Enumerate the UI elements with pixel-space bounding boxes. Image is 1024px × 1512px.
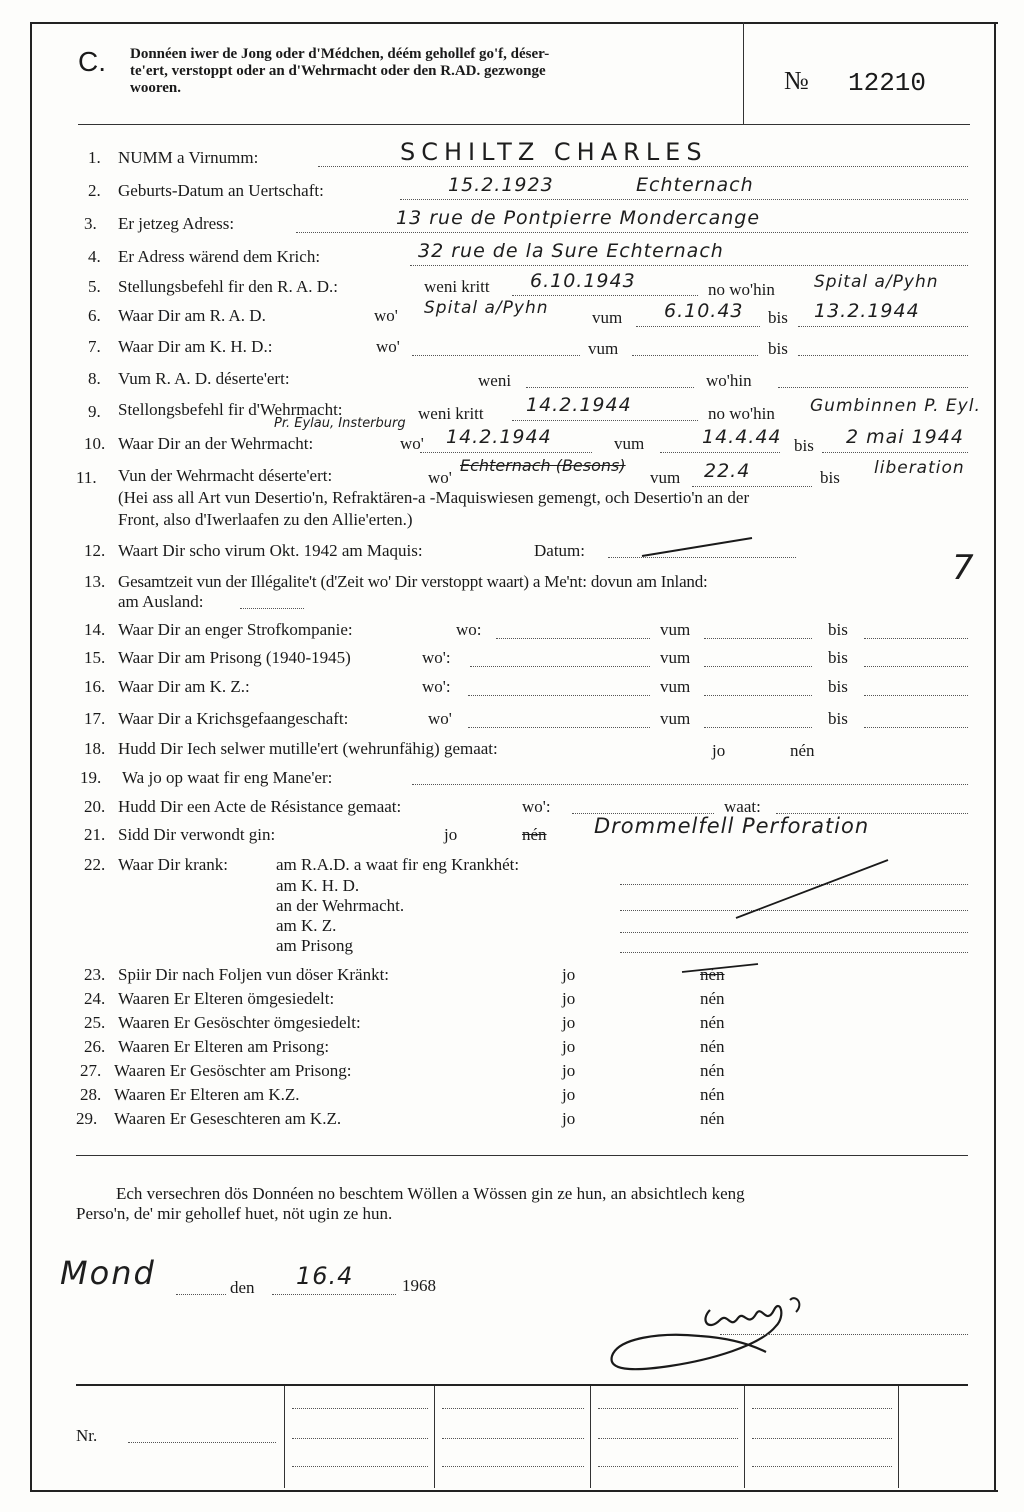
sub-label: am K. Z. — [276, 916, 337, 935]
row-number: 14. — [84, 620, 106, 639]
row-note: Front, also d'Iwerlaafen zu den Allie'erten.) — [118, 510, 413, 529]
signature-image — [590, 1270, 860, 1390]
no-option: nén — [700, 965, 725, 984]
fill-line — [798, 326, 968, 327]
field-label: den — [230, 1278, 255, 1297]
footer-divider — [590, 1386, 591, 1488]
row-label: NUMM a Virnumm: — [118, 148, 259, 167]
footer-dots — [292, 1408, 428, 1409]
fill-line — [512, 420, 698, 421]
answer-wehrmacht-order-date: 14.2.1944 — [526, 394, 632, 416]
field-label: wo' — [428, 468, 452, 487]
declaration-line: Ech versechren dös Donnéen no beschtem Wöllen a Wössen gin ze hun, an absichtlech keng — [116, 1184, 745, 1203]
no-option: nén — [700, 1109, 725, 1128]
row-label: Waar Dir an enger Strofkompanie: — [118, 620, 353, 639]
fill-line — [410, 265, 968, 266]
sub-label: am K. H. D. — [276, 876, 360, 895]
row-label: Waar Dir am Prisong (1940-1945) — [118, 648, 351, 667]
field-label: Datum: — [534, 541, 585, 560]
answer-war-address: 32 rue de la Sure Echternach — [418, 240, 724, 262]
field-label: wo: — [456, 620, 482, 639]
declaration-line: Perso'n, de' mir gehollef huet, nöt ugin ze hun. — [76, 1204, 393, 1223]
footer-dots — [598, 1466, 738, 1467]
row-label: Geburts-Datum an Uertschaft: — [118, 181, 324, 200]
field-label: bis — [828, 709, 848, 728]
fill-line — [620, 932, 968, 933]
fill-line — [704, 666, 812, 667]
field-label: no wo'hin — [708, 404, 775, 423]
header-rule — [78, 124, 970, 125]
row-number: 19. — [80, 768, 102, 787]
row-label: Waaren Er Gesöschter ömgesiedelt: — [118, 1013, 361, 1032]
fill-line — [412, 355, 580, 356]
footer-dots — [598, 1438, 738, 1439]
answer-rad-order-date: 6.10.1943 — [530, 270, 636, 292]
row-label: Waar Dir am R. A. D. — [118, 306, 266, 325]
answer-name: SCHILTZ CHARLES — [400, 138, 708, 166]
fill-line — [272, 1294, 396, 1295]
row-number: 2. — [88, 181, 101, 200]
section-rule — [76, 1155, 968, 1156]
row-number: 15. — [84, 648, 106, 667]
field-label: am Ausland: — [118, 592, 204, 611]
row-label: Stellungsbefehl fir den R. A. D.: — [118, 277, 339, 296]
yes-option: jo — [562, 1085, 576, 1104]
row-label: Waar Dir am K. Z.: — [118, 677, 250, 696]
no-option: nén — [700, 1061, 725, 1080]
no-option: nén — [700, 1037, 725, 1056]
field-label: wo': — [522, 797, 551, 816]
row-number: 4. — [88, 247, 101, 266]
yes-option: jo — [562, 1061, 576, 1080]
field-label: wo': — [422, 648, 451, 667]
field-label: vum — [592, 308, 623, 327]
section-letter: C. — [78, 46, 106, 77]
field-label: bis — [828, 620, 848, 639]
signature-year: 1968 — [402, 1276, 436, 1295]
field-label: vum — [588, 339, 619, 358]
fill-line — [692, 486, 812, 487]
row-label: Er jetzeg Adress: — [118, 214, 235, 233]
fill-line — [468, 695, 650, 696]
field-label: weni kritt — [418, 404, 484, 423]
fill-line — [660, 452, 780, 453]
answer-illegality-months: 7 — [952, 548, 975, 588]
fill-line — [704, 638, 812, 639]
row-label: Waaren Er Elteren ömgesiedelt: — [118, 989, 335, 1008]
row-number: 7. — [88, 337, 101, 356]
row-number: 3. — [84, 214, 97, 233]
row-label: Waar Dir a Krichsgefaangeschaft: — [118, 709, 349, 728]
footer-dots — [442, 1466, 584, 1467]
row-number: 8. — [88, 369, 101, 388]
fill-line — [632, 355, 758, 356]
header-title — [130, 46, 730, 97]
sub-label: am R.A.D. a waat fir eng Krankhét: — [276, 855, 520, 874]
header-title-line: Donnéen iwer de Jong oder d'Médchen, déém gehollef go'f, déser- — [130, 46, 550, 62]
footer-dots — [598, 1408, 738, 1409]
sub-label: am Prisong — [276, 936, 353, 955]
no-option: nén — [700, 1013, 725, 1032]
row-label: Waar Dir krank: — [118, 855, 229, 874]
row-number: 25. — [84, 1013, 106, 1032]
answer-rad-to: 13.2.1944 — [814, 300, 920, 322]
row-label: Gesamtzeit vun der Illégalite't (d'Zeit wo' Dir verstoppt waart) a Me'nt: dovun am Inland: — [118, 572, 708, 591]
signature-place: Mond — [60, 1254, 156, 1292]
footer-dots — [752, 1466, 892, 1467]
fill-line — [704, 695, 812, 696]
field-label: bis — [768, 339, 788, 358]
field-label: bis — [768, 308, 788, 327]
answer-current-address: 13 rue de Pontpierre Mondercange — [396, 207, 761, 229]
row-note: (Hei ass all Art vun Desertio'n, Refraktären-a -Maquiswiesen gemengt, och Desertio'n an der — [118, 488, 750, 507]
footer-dots — [442, 1438, 584, 1439]
row-number: 24. — [84, 989, 106, 1008]
field-label: wo' — [428, 709, 452, 728]
yes-option: jo — [712, 741, 726, 760]
row-number: 9. — [88, 402, 101, 421]
field-label: vum — [650, 468, 681, 487]
row-number: 12. — [84, 541, 106, 560]
fill-line — [318, 166, 968, 167]
row-label: Vun der Wehrmacht déserte'ert: — [118, 466, 333, 485]
row-label: Er Adress wärend dem Krich: — [118, 247, 321, 266]
row-number: 20. — [84, 797, 106, 816]
field-label: vum — [660, 648, 691, 667]
row-number: 6. — [88, 306, 101, 325]
yes-option: jo — [562, 989, 576, 1008]
field-label: vum — [660, 709, 691, 728]
fill-line — [620, 952, 968, 953]
answer-wehrmacht-to: 2 mai 1944 — [846, 426, 964, 448]
yes-option: jo — [562, 1037, 576, 1056]
row-label: Waar Dir am K. H. D.: — [118, 337, 273, 356]
fill-line — [470, 666, 650, 667]
footer-dots — [292, 1438, 428, 1439]
answer-wehrmacht-from: 14.2.1944 — [446, 426, 552, 448]
fill-line — [512, 295, 698, 296]
row-number: 29. — [76, 1109, 98, 1128]
footer-divider — [898, 1386, 899, 1488]
row-label: Waar Dir an der Wehrmacht: — [118, 434, 314, 453]
row-label: Waaren Er Elteren am K.Z. — [114, 1085, 300, 1104]
signature-line — [720, 1334, 968, 1335]
fill-line — [636, 326, 760, 327]
answer-wehrmacht-order-place: Gumbinnen P. Eyl. — [810, 396, 981, 416]
answer-birth-place: Echternach — [636, 174, 754, 196]
footer-dots — [292, 1466, 428, 1467]
field-label: bis — [794, 436, 814, 455]
field-label: wo'hin — [706, 371, 752, 390]
row-number: 27. — [80, 1061, 102, 1080]
answer-birth-date: 15.2.1923 — [448, 174, 554, 196]
row-label: Waart Dir scho virum Okt. 1942 am Maquis: — [118, 541, 423, 560]
footer-divider — [434, 1386, 435, 1488]
answer-rad-from: 6.10.43 — [664, 300, 744, 322]
footer-dots — [752, 1438, 892, 1439]
number-symbol: № — [784, 66, 809, 95]
answer-wound: Drommelfell Perforation — [594, 814, 870, 838]
field-label: vum — [660, 677, 691, 696]
fill-line — [240, 608, 304, 609]
form-border-right — [994, 22, 996, 1490]
fill-line — [822, 452, 968, 453]
row-label: Spiir Dir nach Foljen vun döser Kränkt: — [118, 965, 390, 984]
field-label: no wo'hin — [708, 280, 775, 299]
fill-line — [420, 452, 592, 453]
answer-desertion-place: Echternach (Besons) — [460, 456, 626, 475]
fill-line — [864, 638, 968, 639]
field-label: vum — [614, 434, 645, 453]
yes-option: jo — [562, 1109, 576, 1128]
field-label: wo' — [376, 337, 400, 356]
field-label: bis — [820, 468, 840, 487]
field-label: wo' — [400, 434, 424, 453]
field-label: weni kritt — [424, 277, 490, 296]
row-label: Waaren Er Geseschteren am K.Z. — [114, 1109, 342, 1128]
row-label: Stellongsbefehl fir d'Wehrmacht: — [118, 400, 343, 419]
fill-line — [496, 638, 650, 639]
fill-line — [778, 387, 968, 388]
row-number: 21. — [84, 825, 106, 844]
row-number: 13. — [84, 572, 106, 591]
yes-option: jo — [562, 965, 576, 984]
row-number: 10. — [84, 434, 106, 453]
answer-rad-place: Spital a/Pyhn — [424, 298, 549, 318]
footer-nr-line — [128, 1442, 276, 1443]
row-number: 26. — [84, 1037, 106, 1056]
signature-date: 16.4 — [296, 1262, 354, 1290]
fill-line — [864, 695, 968, 696]
answer-wehrmacht-note: Pr. Eylau, Insterburg — [274, 416, 406, 431]
footer-nr-label: Nr. — [76, 1426, 98, 1445]
no-option: nén — [790, 741, 815, 760]
header-divider — [743, 22, 744, 124]
row-number: 1. — [88, 148, 101, 167]
row-number: 17. — [84, 709, 106, 728]
fill-line — [176, 1294, 226, 1295]
fill-line — [798, 355, 968, 356]
footer-divider — [284, 1386, 285, 1488]
fill-line — [400, 199, 968, 200]
fill-line — [864, 727, 968, 728]
fill-line — [620, 910, 968, 911]
field-label: waat: — [724, 797, 761, 816]
row-number: 28. — [80, 1085, 102, 1104]
answer-desertion-from: 22.4 — [704, 460, 751, 482]
header-title-line: te'ert, verstoppt oder an d'Wehrmacht oder den R.AD. gezwonge — [130, 63, 546, 79]
field-label: wo' — [374, 306, 398, 325]
field-label: bis — [828, 677, 848, 696]
fill-line — [412, 784, 968, 785]
fill-line — [296, 232, 968, 233]
row-label: Waaren Er Elteren am Prisong: — [118, 1037, 330, 1056]
row-label: Sidd Dir verwondt gin: — [118, 825, 276, 844]
yes-option: jo — [562, 1013, 576, 1032]
footer-dots — [442, 1408, 584, 1409]
field-label: vum — [660, 620, 691, 639]
row-number: 16. — [84, 677, 106, 696]
row-label: Vum R. A. D. déserte'ert: — [118, 369, 290, 388]
fill-line — [526, 387, 694, 388]
yes-option: jo — [444, 825, 458, 844]
footer-dots — [752, 1408, 892, 1409]
row-label: Waaren Er Gesöschter am Prisong: — [114, 1061, 352, 1080]
row-number: 22. — [84, 855, 106, 874]
field-label: weni — [478, 371, 512, 390]
header-title-line: wooren. — [130, 80, 181, 96]
footer-rule — [76, 1384, 968, 1386]
no-option: nén — [700, 1085, 725, 1104]
row-number: 5. — [88, 277, 101, 296]
footer-divider — [744, 1386, 745, 1488]
no-option: nén — [700, 989, 725, 1008]
row-label: Hudd Dir Iech selwer mutille'ert (wehrunfähig) gemaat: — [118, 739, 498, 758]
fill-line — [468, 727, 650, 728]
field-label: wo': — [422, 677, 451, 696]
field-label: bis — [828, 648, 848, 667]
row-label: Hudd Dir een Acte de Résistance gemaat: — [118, 797, 402, 816]
row-number: 18. — [84, 739, 106, 758]
row-number: 23. — [84, 965, 106, 984]
row-number: 11. — [76, 468, 97, 487]
fill-line — [620, 884, 968, 885]
form-number: 12210 — [848, 68, 927, 98]
fill-line — [864, 666, 968, 667]
answer-desertion-to: liberation — [874, 458, 965, 478]
fill-line — [704, 727, 812, 728]
answer-rad-order-place: Spital a/Pyhn — [814, 272, 939, 292]
sub-label: an der Wehrmacht. — [276, 896, 405, 915]
answer-wehrmacht-mid: 14.4.44 — [702, 426, 782, 448]
row-label: Wa jo op waat fir eng Mane'er: — [122, 768, 333, 787]
no-option: nén — [522, 825, 547, 844]
fill-line — [608, 557, 796, 558]
